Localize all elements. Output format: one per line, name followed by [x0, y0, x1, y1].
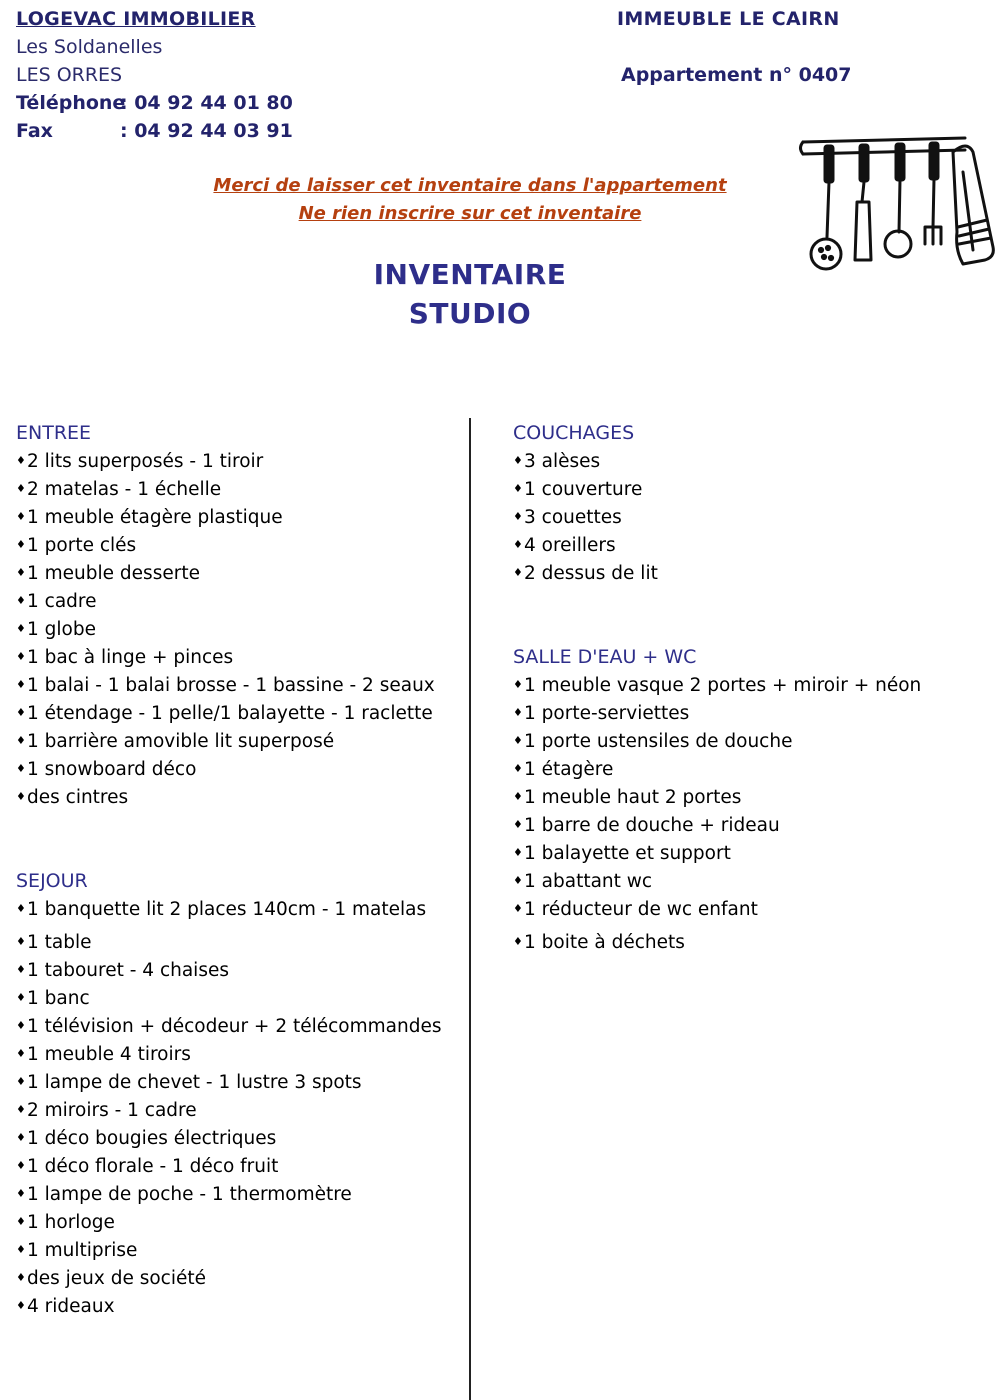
section-title-sejour: SEJOUR — [16, 870, 88, 892]
list-item: ♦ 1 couverture — [513, 475, 993, 503]
list-item: ♦ 2 dessus de lit — [513, 559, 993, 587]
notice-do-not-write: Ne rien inscrire sur cet inventaire — [298, 203, 642, 224]
right-column — [513, 419, 993, 956]
list-item: ♦ 1 étagère — [513, 755, 993, 783]
list-item: ♦ 1 étendage - 1 pelle/1 balayette - 1 raclette — [16, 699, 466, 727]
list-item: ♦ 1 lampe de chevet - 1 lustre 3 spots — [16, 1068, 466, 1096]
section-title-couchages: COUCHAGES — [513, 422, 635, 444]
phone-value: : 04 92 44 01 80 — [120, 92, 293, 114]
list-item: ♦ 2 lits superposés - 1 tiroir — [16, 447, 466, 475]
column-divider — [469, 418, 471, 1400]
fax-label: Fax — [16, 120, 53, 142]
section-title-entree: ENTREE — [16, 422, 92, 444]
list-item: ♦ 1 horloge — [16, 1208, 466, 1236]
list-item: ♦ 1 tabouret - 4 chaises — [16, 956, 466, 984]
left-column — [16, 419, 466, 1320]
page-title: INVENTAIRE — [373, 258, 567, 291]
list-item: ♦ 1 banc — [16, 984, 466, 1012]
list-item: ♦ 1 barre de douche + rideau — [513, 811, 993, 839]
list-item: ♦ 1 lampe de poche - 1 thermomètre — [16, 1180, 466, 1208]
list-item: ♦ 1 porte ustensiles de douche — [513, 727, 993, 755]
list-item: ♦ 1 meuble 4 tiroirs — [16, 1040, 466, 1068]
list-item: ♦ 1 snowboard déco — [16, 755, 466, 783]
list-item: ♦ des jeux de société — [16, 1264, 466, 1292]
list-item: ♦ 3 alèses — [513, 447, 993, 475]
page-subtitle: STUDIO — [408, 297, 532, 330]
list-item: ♦ 1 porte-serviettes — [513, 699, 993, 727]
agency-name: LOGEVAC IMMOBILIER — [16, 8, 256, 30]
list-item: ♦ 1 banquette lit 2 places 140cm - 1 matelas — [16, 895, 466, 923]
list-item: ♦ 1 table — [16, 928, 466, 956]
list-item: ♦ 1 télévision + décodeur + 2 télécommandes — [16, 1012, 466, 1040]
list-item: ♦ 1 meuble haut 2 portes — [513, 783, 993, 811]
list-item: ♦ 4 oreillers — [513, 531, 993, 559]
section-title-salle-eau: SALLE D'EAU + WC — [513, 646, 697, 668]
list-item: ♦ 1 balai - 1 balai brosse - 1 bassine - 2 seaux — [16, 671, 466, 699]
list-item: ♦ 1 réducteur de wc enfant — [513, 895, 993, 923]
list-item: ♦ 2 matelas - 1 échelle — [16, 475, 466, 503]
apartment-number: Appartement n° 0407 — [621, 64, 852, 86]
salle-eau-list — [513, 671, 993, 956]
building-name: IMMEUBLE LE CAIRN — [617, 8, 840, 30]
agency-address-line2: LES ORRES — [16, 64, 123, 86]
list-item: ♦ 1 globe — [16, 615, 466, 643]
list-item: ♦ 1 porte clés — [16, 531, 466, 559]
couchages-list — [513, 447, 993, 587]
list-item: ♦ 1 meuble desserte — [16, 559, 466, 587]
list-item: ♦ 2 miroirs - 1 cadre — [16, 1096, 466, 1124]
fax-value: : 04 92 44 03 91 — [120, 120, 293, 142]
list-item: ♦ 1 multiprise — [16, 1236, 466, 1264]
list-item: ♦ 4 rideaux — [16, 1292, 466, 1320]
agency-address-line1: Les Soldanelles — [16, 36, 163, 58]
list-item: ♦ 1 meuble étagère plastique — [16, 503, 466, 531]
phone-label: Téléphone — [16, 92, 126, 114]
list-item: ♦ 3 couettes — [513, 503, 993, 531]
notice-leave-inventory: Merci de laisser cet inventaire dans l'appartement — [213, 175, 727, 196]
sejour-list — [16, 895, 466, 1320]
list-item: ♦ 1 bac à linge + pinces — [16, 643, 466, 671]
list-item: ♦ 1 cadre — [16, 587, 466, 615]
entree-list — [16, 447, 466, 811]
list-item: ♦ 1 abattant wc — [513, 867, 993, 895]
list-item: ♦ 1 déco florale - 1 déco fruit — [16, 1152, 466, 1180]
list-item: ♦ 1 boite à déchets — [513, 928, 993, 956]
list-item: ♦ 1 barrière amovible lit superposé — [16, 727, 466, 755]
list-item: ♦ 1 déco bougies électriques — [16, 1124, 466, 1152]
list-item: ♦ 1 balayette et support — [513, 839, 993, 867]
list-item: ♦ des cintres — [16, 783, 466, 811]
list-item: ♦ 1 meuble vasque 2 portes + miroir + néon — [513, 671, 993, 699]
